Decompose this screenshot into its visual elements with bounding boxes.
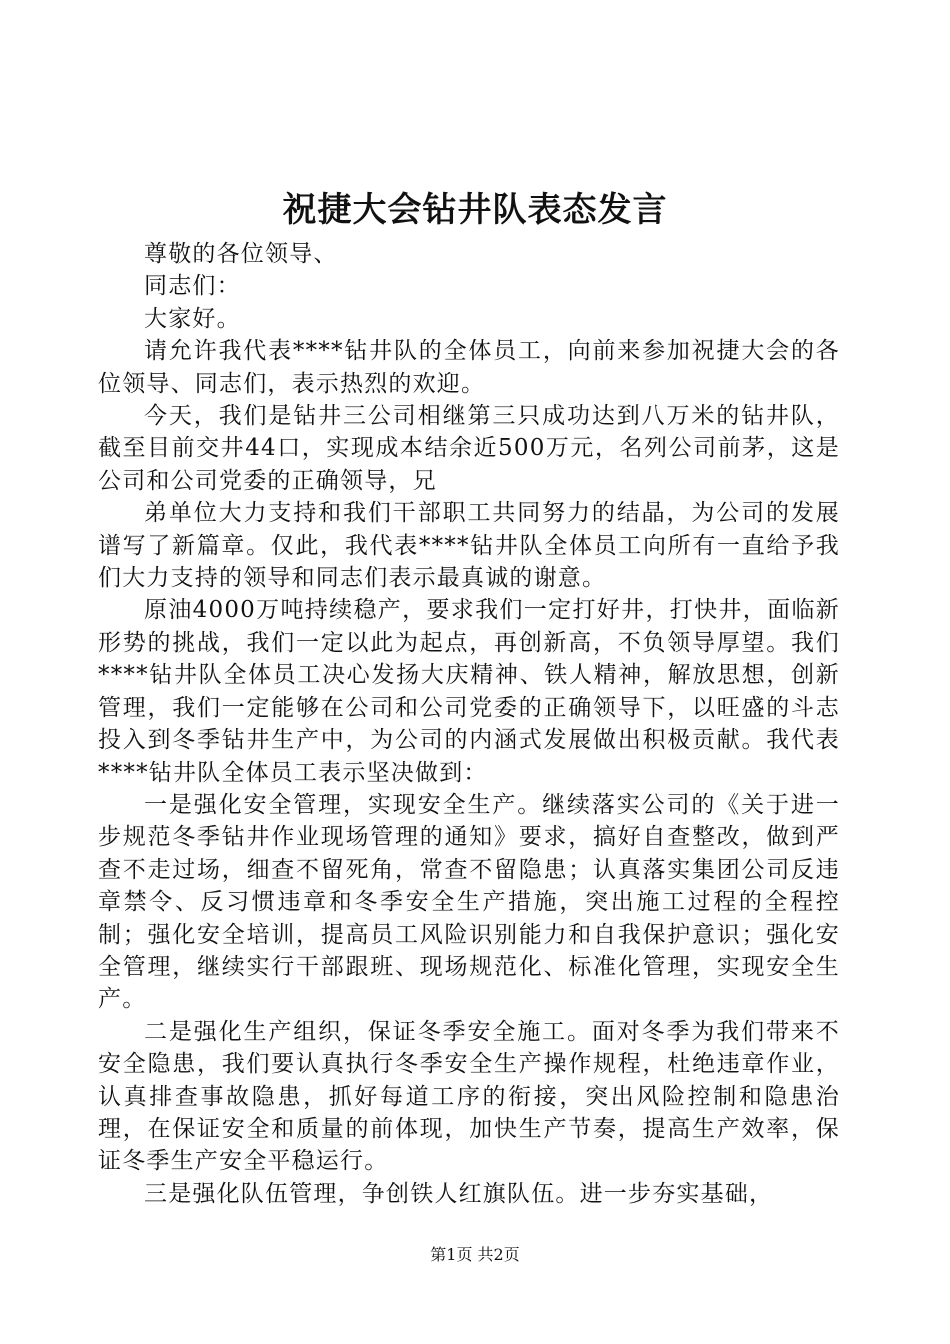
paragraph: 请允许我代表****钻井队的全体员工，向前来参加祝捷大会的各位领导、同志们，表示热烈的欢迎。 [98, 338, 840, 397]
paragraph: 原油4000万吨持续稳产，要求我们一定打好井，打快井，面临新形势的挑战，我们一定以此为起点，再创新高，不负领导厚望。我们****钻井队全体员工决心发扬大庆精神、铁人精神，解放思想，创新管理，我们一定能够在公司和公司党委的正确领导下，以旺盛的斗志投入到冬季钻井生产中，为公司的内涵式发展做出积极贡献。我代表****钻井队全体员工表示坚决做到： [98, 597, 840, 786]
paragraph: 今天，我们是钻井三公司相继第三只成功达到八万米的钻井队，截至目前交井44口，实现成本结余近500万元，名列公司前茅，这是公司和公司党委的正确领导，兄 [98, 403, 840, 494]
salutation-line-1: 尊敬的各位领导、 [144, 241, 338, 267]
document-body [98, 238, 840, 1210]
paragraph: 二是强化生产组织，保证冬季安全施工。面对冬季为我们带来不安全隐患，我们要认真执行冬季安全生产操作规程，杜绝违章作业，认真排查事故隐患，抓好每道工序的衔接，突出风险控制和隐患治理，在保证安全和质量的前体现，加快生产节奏，提高生产效率，保证冬季生产安全平稳运行。 [98, 1018, 840, 1175]
greeting: 大家好。 [144, 305, 241, 332]
document-title: 祝捷大会钻井队表态发言 [282, 190, 668, 230]
salutation-line-2: 同志们： [144, 273, 241, 300]
page-number-footer: 第1页 共2页 [430, 1245, 520, 1264]
paragraph: 一是强化安全管理，实现安全生产。继续落实公司的《关于进一步规范冬季钻井作业现场管理的通知》要求，搞好自查整改，做到严查不走过场，细查不留死角，常查不留隐患；认真落实集团公司反违章禁令、反习惯违章和冬季安全生产措施，突出施工过程的全程控制；强化安全培训，提高员工风险识别能力和自我保护意识；强化安全管理，继续实行干部跟班、现场规范化、标准化管理，实现安全生产。 [98, 791, 840, 1013]
paragraph: 弟单位大力支持和我们干部职工共同努力的结晶，为公司的发展谱写了新篇章。仅此，我代表****钻井队全体员工向所有一直给予我们大力支持的领导和同志们表示最真诚的谢意。 [98, 500, 840, 592]
paragraph: 三是强化队伍管理，争创铁人红旗队伍。进一步夯实基础， [144, 1180, 774, 1207]
